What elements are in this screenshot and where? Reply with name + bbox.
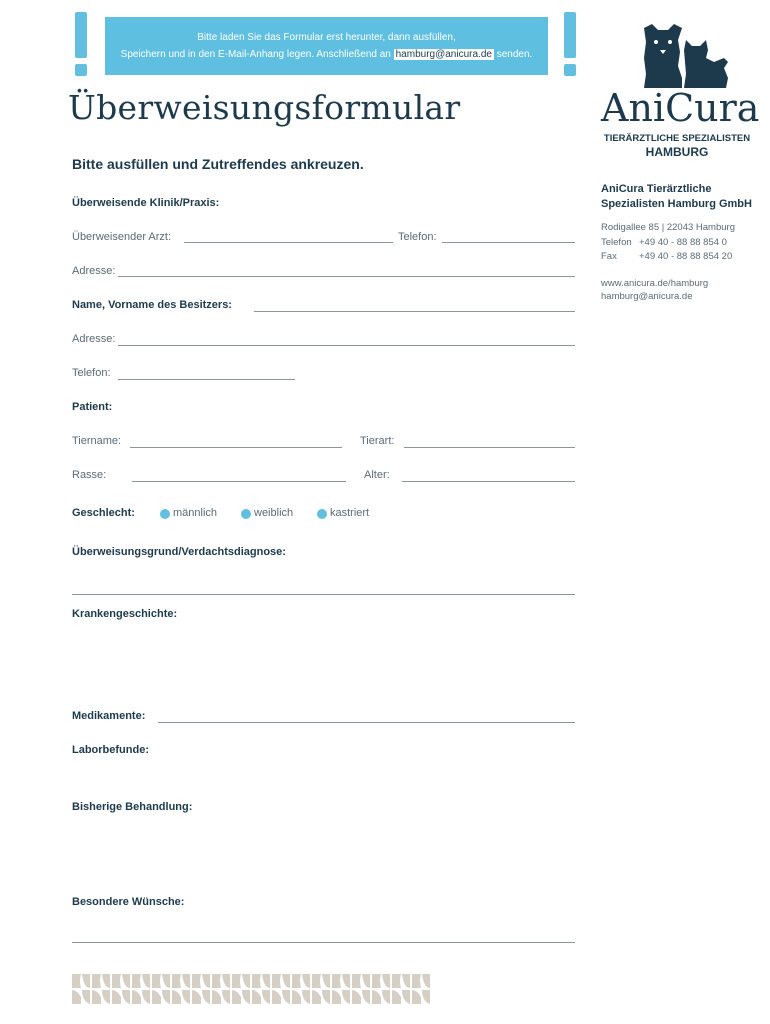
owner-label: Name, Vorname des Besitzers: [72,299,232,311]
doctor-label: Überweisender Arzt: [72,231,172,243]
notice-line-1: Bitte laden Sie das Formular erst herunter, dann ausfüllen, [197,32,456,43]
age-field[interactable] [402,481,575,482]
radio-weiblich[interactable] [241,509,251,519]
breed-field[interactable] [132,481,346,482]
brand-city: HAMBURG [645,145,709,159]
company-fax: Fax +49 40 - 88 88 854 20 [601,251,733,262]
breed-label: Rasse: [72,469,107,481]
medication-label: Medikamente: [72,710,146,722]
form-subtitle: Bitte ausfüllen und Zutreffendes ankreuzen. [72,156,364,172]
sex-label: Geschlecht: [72,507,135,519]
clinic-heading: Überweisende Klinik/Praxis: [72,197,220,209]
owner-phone-field[interactable] [118,379,295,380]
exclamation-icon-left [73,12,89,78]
doctor-field[interactable] [184,242,393,243]
radio-kastriert-label: kastriert [330,507,370,519]
doctor-phone-field[interactable] [442,242,575,243]
owner-phone-label: Telefon: [72,367,111,379]
anicura-animals-logo-icon [638,18,732,90]
history-label: Krankengeschichte: [72,608,178,620]
radio-maennlich-label: männlich [173,507,218,519]
radio-weiblich-label: weiblich [254,507,294,519]
company-email-link[interactable]: hamburg@anicura.de [601,291,693,302]
patient-heading: Patient: [72,401,113,413]
age-label: Alter: [364,469,390,481]
clinic-address-label: Adresse: [72,265,116,277]
wishes-label: Besondere Wünsche: [72,896,185,908]
reason-label: Überweisungsgrund/Verdachtsdiagnose: [72,546,286,558]
owner-name-field[interactable] [254,311,575,312]
decorative-pattern [72,974,430,1004]
doctor-phone-label: Telefon: [398,231,437,243]
reason-field[interactable] [72,594,575,595]
exclamation-icon-right [562,12,578,78]
page-title: Überweisungsformular [68,88,461,127]
notice-line-2: Speichern und in den E-Mail-Anhang legen. Anschließend an hamburg@anicura.de senden. [120,49,533,60]
animal-type-field[interactable] [404,447,575,448]
radio-kastriert[interactable] [317,509,327,519]
lab-results-label: Laborbefunde: [72,744,149,756]
animal-type-label: Tierart: [360,435,395,447]
treatment-label: Bisherige Behandlung: [72,801,193,813]
clinic-address-field[interactable] [118,276,575,277]
animal-name-field[interactable] [130,447,342,448]
company-website-link[interactable]: www.anicura.de/hamburg [601,278,709,289]
owner-address-field[interactable] [118,345,575,346]
brand-name: AniCura [601,86,760,130]
radio-maennlich[interactable] [160,509,170,519]
animal-name-label: Tiername: [72,435,122,447]
brand-subtitle: TIERÄRZTLICHE SPEZIALISTEN [603,133,751,144]
notice-email-link[interactable]: hamburg@anicura.de [395,49,492,60]
company-address: Rodigallee 85 | 22043 Hamburg [601,222,735,233]
owner-address-label: Adresse: [72,333,116,345]
notice-banner [105,17,548,75]
company-name: AniCura Tierärztliche Spezialisten Hamburg GmbH [601,183,752,210]
medication-field[interactable] [158,722,575,723]
company-phone: Telefon +49 40 - 88 88 854 0 [601,237,727,248]
wishes-field[interactable] [72,942,575,943]
